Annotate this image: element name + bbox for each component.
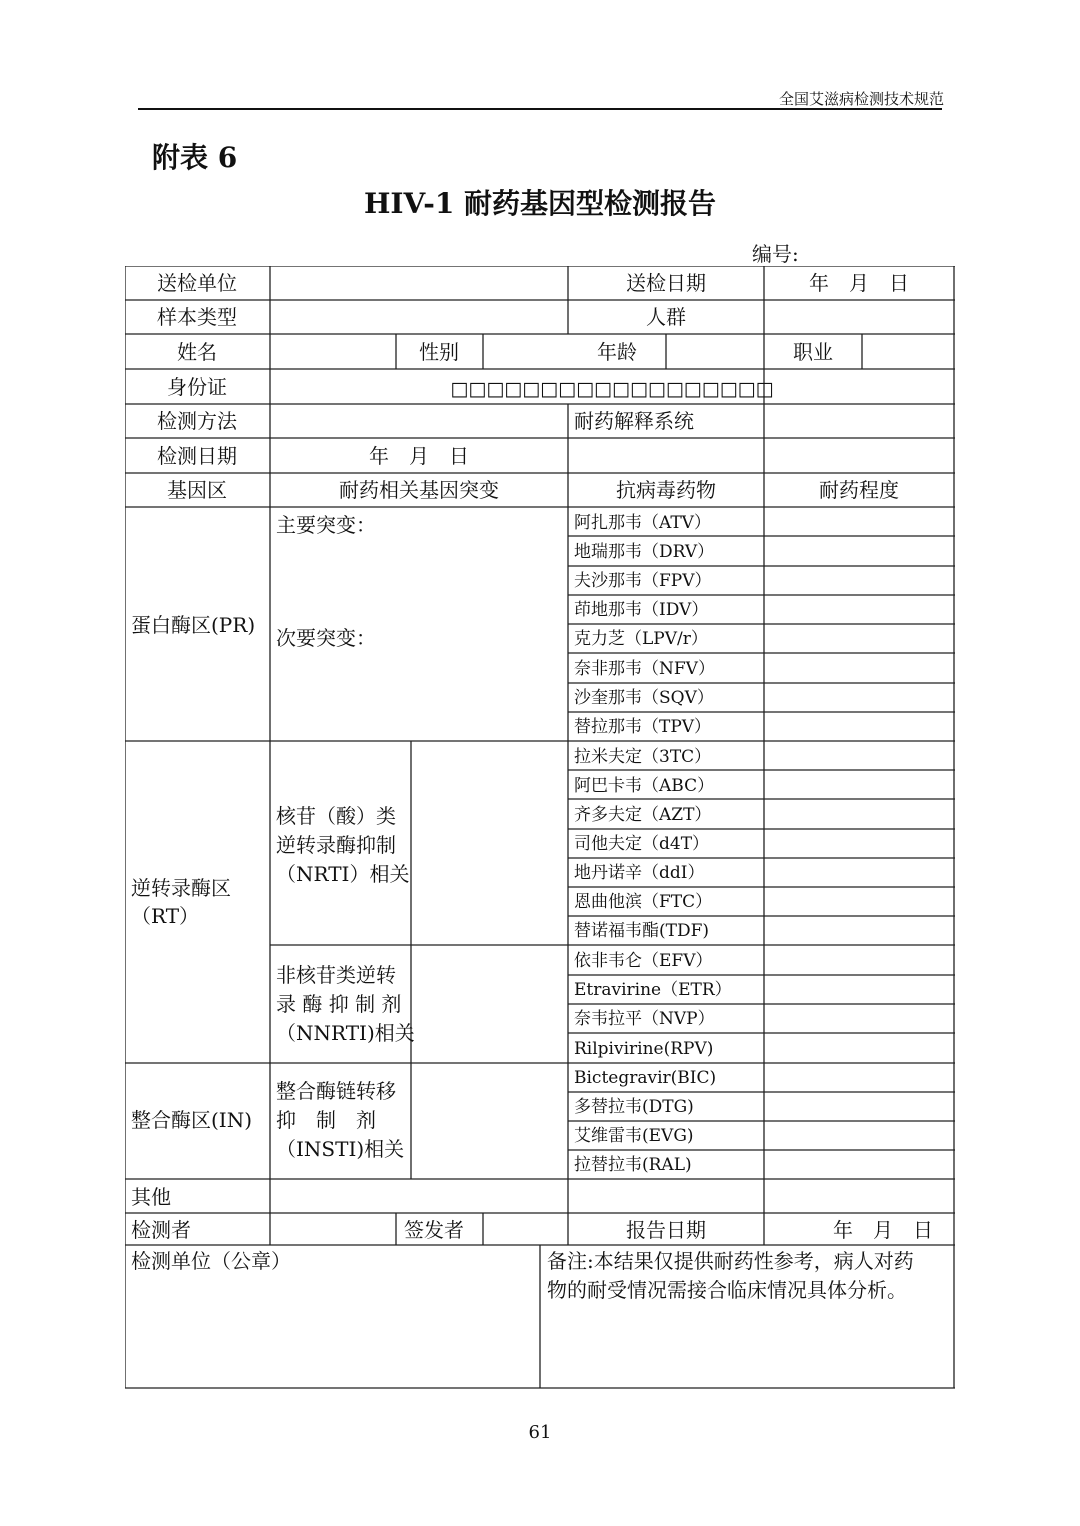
pr-major-mutations-label: 主要突变：: [276, 513, 376, 537]
insti-label-line1: 整合酶链转移: [276, 1079, 396, 1103]
report-form-table: [125, 266, 955, 1389]
drug-name: 齐多夫定（AZT）: [574, 805, 712, 825]
drug-name: 替拉那韦（TPV）: [574, 717, 712, 737]
age-label: 年龄: [597, 340, 637, 364]
running-header: 全国艾滋病检测技术规范: [778, 90, 944, 108]
drug-name: 替诺福韦酯(TDF): [574, 921, 710, 941]
name-label: 姓名: [177, 340, 217, 364]
drug-name: Bictegravir(BIC): [574, 1068, 717, 1088]
drug-name: Rilpivirine(RPV): [574, 1039, 714, 1059]
id-card-boxes: □□□□□□□□□□□□□□□□□□: [450, 378, 774, 400]
sex-label: 性别: [419, 340, 459, 364]
send-date-label: 送检日期: [626, 271, 706, 295]
serial-number-label: 编号:: [752, 242, 799, 266]
pr-region-label: 蛋白酶区(PR): [131, 613, 256, 637]
drug-name: 茚地那韦（IDV）: [574, 600, 709, 620]
insti-label-line3: （INSTI)相关: [276, 1137, 405, 1161]
rt-region-abbrev: （RT）: [131, 904, 200, 928]
drug-name: 司他夫定（d4T）: [574, 834, 710, 854]
test-date-value: 年 月 日: [369, 444, 469, 468]
drug-name: 奈非那韦（NFV）: [574, 659, 715, 679]
occupation-label: 职业: [793, 340, 833, 364]
send-date-value: 年 月 日: [809, 271, 909, 295]
sample-type-label: 样本类型: [157, 305, 237, 329]
other-label: 其他: [131, 1185, 171, 1209]
drug-name: 艾维雷韦(EVG): [574, 1126, 694, 1146]
col-drug-header: 抗病毒药物: [616, 478, 716, 502]
nnrti-drug-list: [574, 951, 732, 1059]
note-line-1: 备注:本结果仅提供耐药性参考，病人对药: [547, 1249, 914, 1273]
id-card-label: 身份证: [167, 375, 227, 399]
nrti-label-line1: 核苷（酸）类: [276, 804, 396, 828]
report-date-label: 报告日期: [626, 1218, 706, 1242]
page-number: 61: [528, 1422, 552, 1443]
drug-name: 地丹诺辛（ddI）: [574, 863, 705, 883]
interpretation-label: 耐药解释系统: [574, 409, 694, 433]
drug-name: 阿扎那韦（ATV）: [574, 513, 711, 533]
drug-name: 恩曲他滨（FTC）: [574, 892, 713, 912]
pr-drug-list: [574, 513, 715, 737]
nnrti-label-line3: （NNRTI)相关: [276, 1021, 415, 1045]
document-title: HIV-1 耐药基因型检测报告: [363, 187, 717, 220]
nrti-drug-list: [574, 747, 714, 941]
appendix-label: 附表 6: [152, 141, 238, 174]
col-region-header: 基因区: [167, 478, 227, 502]
drug-name: 阿巴卡韦（ABC）: [574, 776, 715, 796]
drug-name: 依非韦仑（EFV）: [574, 951, 713, 971]
population-label: 人群: [646, 305, 686, 329]
pr-minor-mutations-label: 次要突变：: [276, 626, 376, 650]
col-mutations-header: 耐药相关基因突变: [339, 478, 499, 502]
in-region-label: 整合酶区(IN): [131, 1108, 253, 1132]
drug-name: 拉米夫定（3TC）: [574, 747, 712, 767]
nrti-label-line3: （NRTI）相关: [276, 862, 410, 886]
note-line-2: 物的耐受情况需接合临床情况具体分析。: [547, 1278, 907, 1302]
nnrti-label-line2: 录 酶 抑 制 剂: [276, 992, 402, 1016]
issuer-label: 签发者: [404, 1218, 464, 1242]
drug-name: Etravirine（ETR）: [574, 980, 732, 1000]
insti-label-line2: 抑 制 剂: [276, 1108, 376, 1132]
drug-name: 夫沙那韦（FPV）: [574, 571, 712, 591]
table-grid: [125, 266, 955, 1388]
drug-name: 多替拉韦(DTG): [574, 1097, 694, 1117]
header-rule: [138, 108, 942, 110]
nrti-label-line2: 逆转录酶抑制: [276, 833, 396, 857]
tester-label: 检测者: [131, 1218, 191, 1242]
unit-seal-label: 检测单位（公章）: [131, 1249, 291, 1273]
sender-unit-label: 送检单位: [157, 271, 237, 295]
rt-region-label: 逆转录酶区: [131, 876, 231, 900]
col-level-header: 耐药程度: [819, 478, 899, 502]
test-date-label: 检测日期: [157, 444, 237, 468]
drug-name: 奈韦拉平（NVP）: [574, 1009, 715, 1029]
method-label: 检测方法: [157, 409, 237, 433]
report-date-value: 年 月 日: [833, 1218, 933, 1242]
drug-name: 克力芝（LPV/r）: [574, 629, 708, 649]
drug-name: 地瑞那韦（DRV）: [574, 542, 715, 562]
drug-name: 沙奎那韦（SQV）: [574, 688, 714, 708]
nnrti-label-line1: 非核苷类逆转: [276, 963, 396, 987]
drug-name: 拉替拉韦(RAL): [574, 1155, 692, 1175]
